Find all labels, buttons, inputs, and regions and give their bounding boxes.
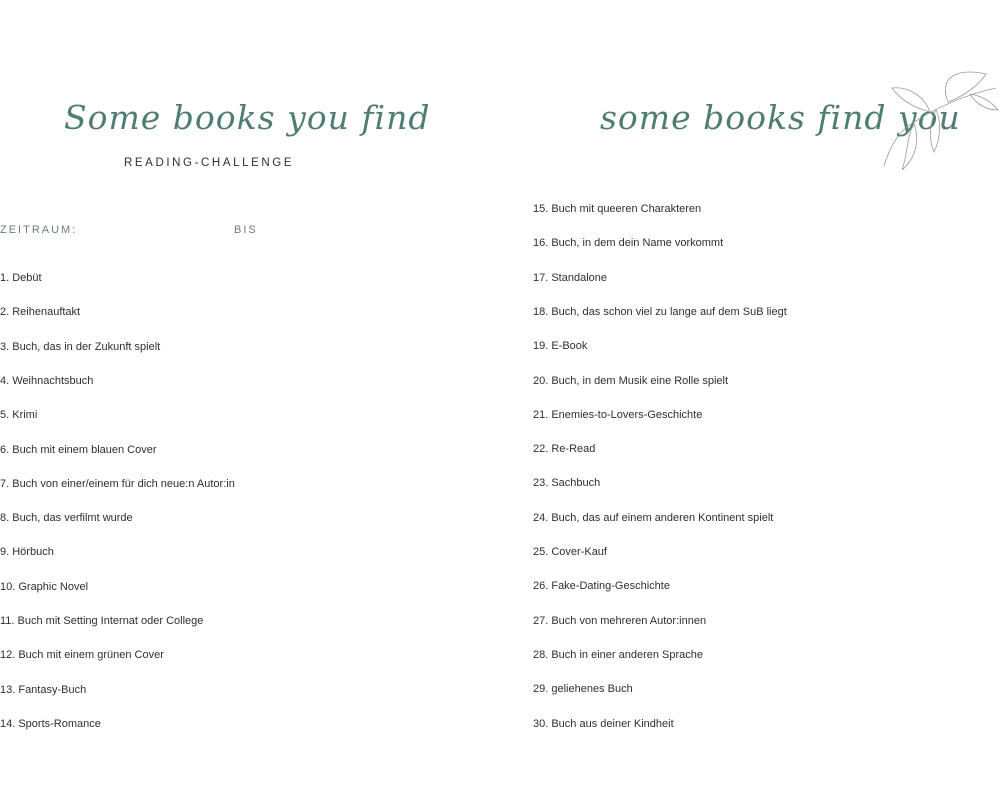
challenge-label: 10. Graphic Novel xyxy=(0,580,89,593)
challenge-item[interactable] xyxy=(0,579,404,595)
dotted-line xyxy=(707,201,940,217)
dotted-line xyxy=(43,407,404,423)
challenge-item[interactable] xyxy=(0,476,404,492)
dotted-line xyxy=(734,373,940,389)
challenge-item[interactable] xyxy=(0,407,404,423)
dotted-line xyxy=(779,510,940,526)
challenge-label: 17. Standalone xyxy=(533,271,608,284)
challenge-label: 25. Cover-Kauf xyxy=(533,546,607,558)
challenge-label: 2. Reihenauftakt xyxy=(0,306,81,319)
dotted-line xyxy=(606,475,940,491)
challenge-label: 8. Buch, das verfilmt wurde xyxy=(0,512,133,525)
dotted-line xyxy=(613,270,940,286)
dotted-line xyxy=(170,647,404,663)
challenge-item[interactable] xyxy=(0,613,404,629)
challenge-item[interactable] xyxy=(533,407,940,423)
challenge-label: 26. Fake-Dating-Geschichte xyxy=(533,580,670,593)
dotted-line xyxy=(92,682,404,698)
dotted-line xyxy=(60,544,404,560)
challenge-item[interactable] xyxy=(533,201,940,217)
dotted-line xyxy=(793,304,940,320)
dotted-line xyxy=(48,270,404,286)
challenge-label: 23. Sachbuch xyxy=(533,477,601,490)
challenge-label: 18. Buch, das schon viel zu lange auf dem SuB liegt xyxy=(533,305,787,318)
challenge-item[interactable] xyxy=(0,544,404,560)
challenge-item[interactable] xyxy=(533,716,940,732)
challenge-item[interactable] xyxy=(0,716,404,732)
dotted-line xyxy=(241,476,404,492)
dotted-line xyxy=(163,442,404,458)
challenge-item[interactable] xyxy=(533,475,940,491)
dotted-line xyxy=(639,681,940,697)
challenge-item[interactable] xyxy=(533,510,940,526)
challenge-item[interactable] xyxy=(533,373,940,389)
challenge-label: 21. Enemies-to-Lovers-Geschichte xyxy=(533,408,703,421)
challenge-item[interactable] xyxy=(0,442,404,458)
dotted-line xyxy=(593,338,940,354)
challenge-label: 30. Buch aus deiner Kindheit xyxy=(533,717,674,730)
challenge-label: 6. Buch mit einem blauen Cover xyxy=(0,443,157,456)
dotted-line xyxy=(107,716,404,732)
dotted-line xyxy=(613,544,940,560)
challenge-item[interactable] xyxy=(0,647,404,663)
period-from-field[interactable] xyxy=(0,222,232,238)
challenge-label: 24. Buch, das auf einem anderen Kontinent spielt xyxy=(533,511,774,524)
leaf-branch-icon xyxy=(878,66,1000,172)
dotted-line xyxy=(99,373,404,389)
challenge-label: 9. Hörbuch xyxy=(0,546,54,559)
challenge-item[interactable] xyxy=(533,235,940,251)
dotted-line xyxy=(166,339,404,355)
dotted-line xyxy=(209,613,404,629)
challenge-item[interactable] xyxy=(533,613,940,629)
challenge-label: 15. Buch mit queeren Charakteren xyxy=(533,203,702,215)
challenge-item[interactable] xyxy=(533,647,940,663)
dotted-line xyxy=(708,407,940,423)
dotted-line xyxy=(712,613,940,629)
challenge-item[interactable] xyxy=(0,304,404,320)
dotted-line xyxy=(680,716,940,732)
challenge-label: 12. Buch mit einem grünen Cover xyxy=(0,649,164,662)
period-from-line xyxy=(83,222,232,238)
challenge-label: 20. Buch, in dem Musik eine Rolle spielt xyxy=(533,374,729,387)
challenge-item[interactable] xyxy=(0,270,404,286)
challenge-label: 27. Buch von mehreren Autor:innen xyxy=(533,614,707,627)
challenge-label: 1. Debüt xyxy=(0,272,42,284)
challenge-label: 22. Re-Read xyxy=(533,443,596,456)
challenge-item[interactable] xyxy=(533,304,940,320)
page-subtitle: READING-CHALLENGE xyxy=(124,157,295,169)
challenge-label: 14. Sports-Romance xyxy=(0,717,101,730)
period-from-label: ZEITRAUM: xyxy=(0,224,78,236)
challenge-label: 3. Buch, das in der Zukunft spielt xyxy=(0,340,161,353)
period-to-line xyxy=(264,222,404,238)
period-to-label: BIS xyxy=(234,224,258,236)
page-title-right: some books find you xyxy=(600,98,961,137)
challenge-item[interactable] xyxy=(0,373,404,389)
challenge-label: 28. Buch in einer anderen Sprache xyxy=(533,648,704,661)
challenge-label: 11. Buch mit Setting Internat oder College xyxy=(0,615,204,627)
page-title-left: Some books you find xyxy=(64,98,431,137)
challenge-item[interactable] xyxy=(533,578,940,594)
challenge-label: 19. E-Book xyxy=(533,340,588,353)
challenge-item[interactable] xyxy=(0,682,404,698)
challenge-item[interactable] xyxy=(533,681,940,697)
challenge-label: 29. geliehenes Buch xyxy=(533,683,633,696)
reading-period xyxy=(0,222,404,238)
challenge-item[interactable] xyxy=(533,270,940,286)
challenge-item[interactable] xyxy=(533,544,940,560)
challenge-label: 5. Krimi xyxy=(0,409,38,422)
challenge-item[interactable] xyxy=(533,441,940,457)
dotted-line xyxy=(729,235,940,251)
challenge-item[interactable] xyxy=(533,338,940,354)
period-to-field[interactable] xyxy=(234,222,404,238)
challenge-item[interactable] xyxy=(0,339,404,355)
dotted-line xyxy=(139,510,404,526)
dotted-line xyxy=(601,441,940,457)
challenge-label: 4. Weihnachtsbuch xyxy=(0,374,94,387)
dotted-line xyxy=(709,647,940,663)
dotted-line xyxy=(94,579,404,595)
challenge-label: 13. Fantasy-Buch xyxy=(0,683,87,696)
challenge-label: 16. Buch, in dem dein Name vorkommt xyxy=(533,237,724,250)
challenge-label: 7. Buch von einer/einem für dich neue:n Autor:in xyxy=(0,477,235,490)
dotted-line xyxy=(676,578,940,594)
dotted-line xyxy=(86,304,404,320)
challenge-item[interactable] xyxy=(0,510,404,526)
